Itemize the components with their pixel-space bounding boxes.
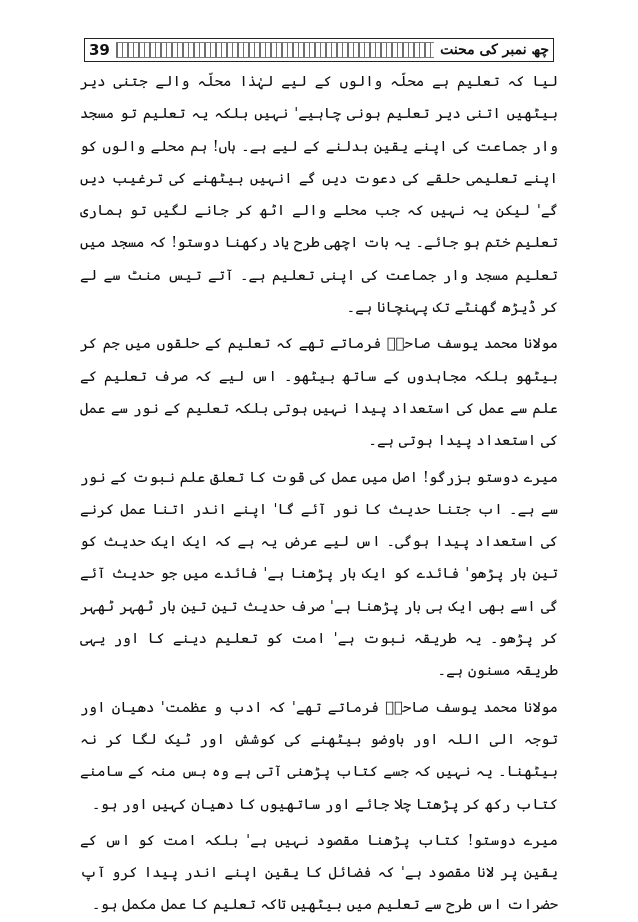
paragraph-1: لیا کہ تعلیم ہے محلّہ والوں کے لیے لہٰذا محلّہ والے جتنی دیر بیٹھیں اتنی دیر تعلیم ہونی چاہیے' نہیں بلکہ یہ تعلیم تو مسجد وار جماعت کی اپنے یقین بدلنے کے لیے ہے۔ ہاں! ہم محلے والوں کو اپنے تعلیمی حلقے کی دعوت دیں گے انہیں بیٹھنے کی ترغیب دیں گے' لیکن یہ نہیں کہ جب محلے والے اٹھ کر جانے لگیں تو ہماری تعلیم ختم ہو جائے۔ یہ بات اچھی طرح یاد رکھنا دوستو! کہ مسجد میں تعلیم مسجد وار جماعت کی اپنی تعلیم ہے۔ آتے تیس منٹ سے لے کر ڈیڑھ گھنٹے تک پہنچانا ہے۔ (80, 73, 558, 317)
paragraph-2: مولانا محمد یوسف صاحبؒ فرماتے تھے کہ تعلیم کے حلقوں میں جم کر بیٹھو بلکہ مجاہدوں کے ساتھ بیٹھو۔ اس لیے کہ صرف تعلیم کے علم سے عمل کی استعداد پیدا نہیں ہوتی بلکہ تعلیم کے نور سے عمل کی استعداد پیدا ہوتی ہے۔ (80, 335, 558, 450)
page-body (80, 66, 558, 922)
paragraph-5: میرے دوستو! کتاب پڑھنا مقصود نہیں ہے' بلکہ امت کو اس کے یقین پر لانا مقصود ہے' کہ فضائل کا یقین اپنے اندر پیدا کرو آپ حضرات اس طرح سے تعلیم میں بیٹھیں تاکہ تعلیم کا عمل مکمل ہو۔ (80, 831, 558, 914)
header-ornament (116, 42, 434, 58)
running-title: چھ نمبر کی محنت (440, 42, 549, 58)
paragraph-4: مولانا محمد یوسف صاحبؒ فرماتے تھے' کہ ادب و عظمت' دھیان اور توجہ الی اللہ اور باوضو بیٹھنے کی کوشش اور ٹیک لگا کر نہ بیٹھنا۔ یہ نہیں کہ جسے کتاب پڑھنی آتی ہے وہ بس منہ کے سامنے کتاب رکھ کر پڑھتا چلا جائے اور ساتھیوں کا دھیان کہیں اور ہو۔ (80, 698, 558, 813)
paragraph-3: میرے دوستو بزرگو! اصل میں عمل کی قوت کا تعلق علم نبوت کے نور سے ہے۔ اب جتنا حدیث کا نور آئے گا' اپنے اندر اتنا عمل کرنے کی استعداد پیدا ہوگی۔ اس لیے عرض یہ ہے کہ ایک ایک حدیث کو تین بار پڑھو' فائدے کو ایک بار پڑھنا ہے' فائدے میں جو حدیث آئے گی اسے بھی ایک ہی بار پڑھنا ہے' صرف حدیث تین تین بار ٹھہر ٹھہر کر پڑھو۔ یہ طریقہ نبوت ہے' امت کو تعلیم دینے کا اور یہی طریقہ مسنون ہے۔ (80, 468, 558, 680)
page-number: 39 (89, 41, 110, 59)
page-header (84, 38, 554, 62)
